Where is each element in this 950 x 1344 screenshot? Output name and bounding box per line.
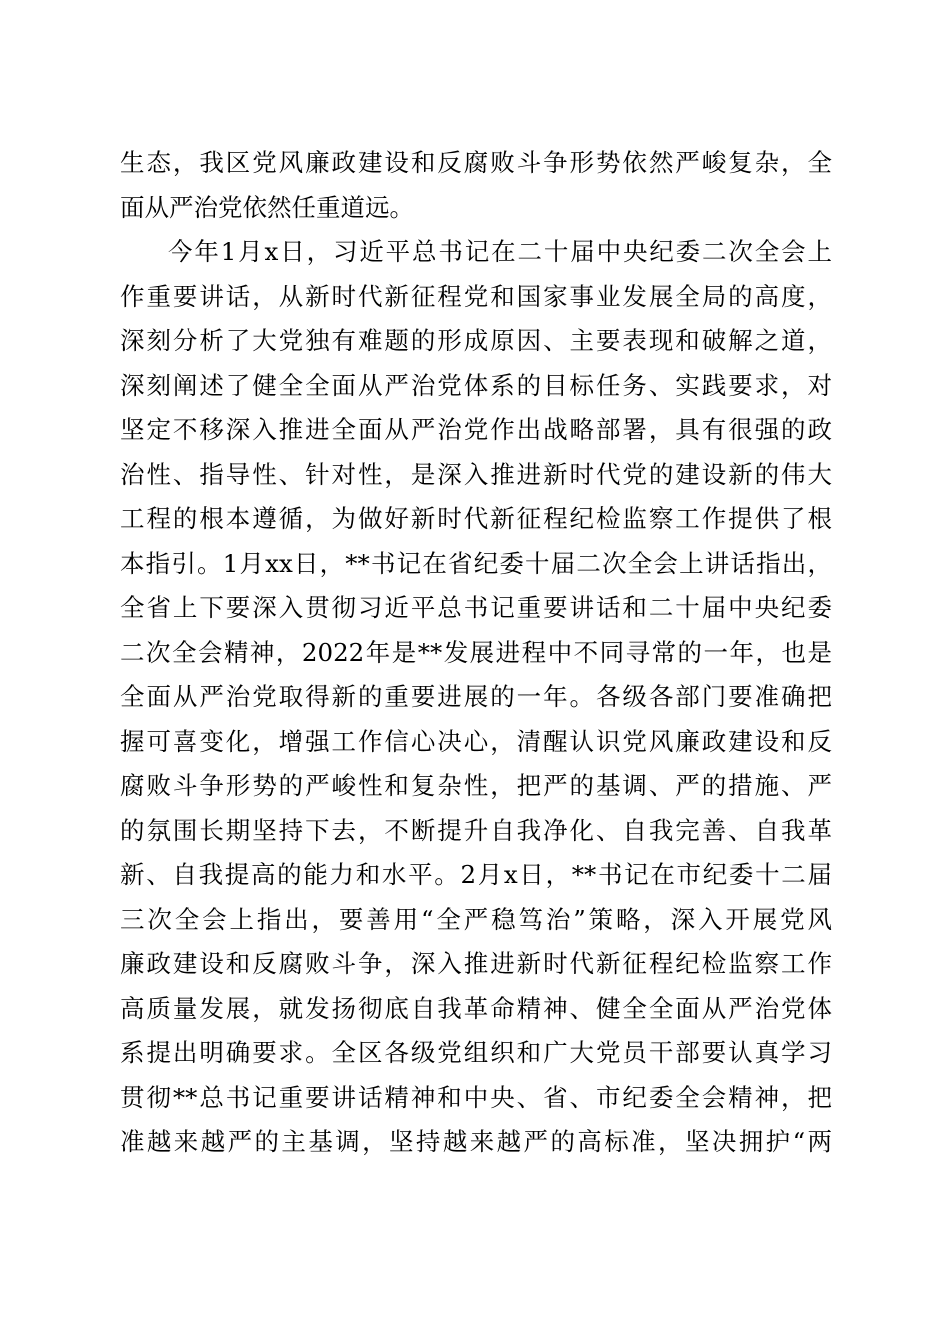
text-line-2: 面从严治党依然任重道远。 (120, 192, 414, 222)
text-line-18: 三次全会上指出，要善用“全严稳笃治”策略，深入开展党风 (120, 904, 832, 934)
text-line-6: 深刻阐述了健全全面从严治党体系的目标任务、实践要求，对 (120, 370, 832, 400)
text-line-21: 系提出明确要求。全区各级党组织和广大党员干部要认真学习 (120, 1038, 832, 1067)
text-line-9: 工程的根本遵循，为做好新时代新征程纪检监察工作提供了根 (120, 504, 832, 533)
text-line-20: 高质量发展，就发扬彻底自我革命精神、健全全面从严治党体 (120, 993, 832, 1023)
text-line-19: 廉政建设和反腐败斗争，深入推进新时代新征程纪检监察工作 (120, 949, 832, 978)
body-text (120, 141, 832, 1165)
text-line-16: 的氛围长期坚持下去，不断提升自我净化、自我完善、自我革 (120, 815, 832, 845)
text-line-12: 二次全会精神，2022年是**发展进程中不同寻常的一年，也是 (120, 637, 832, 667)
text-line-22: 贯彻**总书记重要讲话精神和中央、省、市纪委全会精神，把 (120, 1082, 832, 1112)
text-line-7: 坚定不移深入推进全面从严治党作出战略部署，具有很强的政 (120, 415, 832, 444)
text-line-15: 腐败斗争形势的严峻性和复杂性，把严的基调、严的措施、严 (120, 771, 832, 800)
text-line-3: 今年1月x日，习近平总书记在二十届中央纪委二次全会上 (168, 237, 832, 266)
text-line-4: 作重要讲话，从新时代新征程党和国家事业发展全局的高度， (120, 281, 832, 311)
text-line-5: 深刻分析了大党独有难题的形成原因、主要表现和破解之道， (120, 326, 832, 355)
text-line-14: 握可喜变化，增强工作信心决心，清醒认识党风廉政建设和反 (120, 726, 832, 756)
text-line-23: 准越来越严的主基调，坚持越来越严的高标准，坚决拥护“两 (120, 1127, 832, 1156)
text-line-13: 全面从严治党取得新的重要进展的一年。各级各部门要准确把 (120, 682, 832, 711)
text-line-11: 全省上下要深入贯彻习近平总书记重要讲话和二十届中央纪委 (120, 593, 832, 622)
text-line-1: 生态，我区党风廉政建设和反腐败斗争形势依然严峻复杂，全 (120, 148, 832, 177)
text-line-17: 新、自我提高的能力和水平。2月x日，**书记在市纪委十二届 (120, 860, 832, 889)
text-line-8: 治性、指导性、针对性，是深入推进新时代党的建设新的伟大 (120, 459, 832, 489)
text-line-10: 本指引。1月xx日，**书记在省纪委十届二次全会上讲话指出， (120, 548, 832, 578)
